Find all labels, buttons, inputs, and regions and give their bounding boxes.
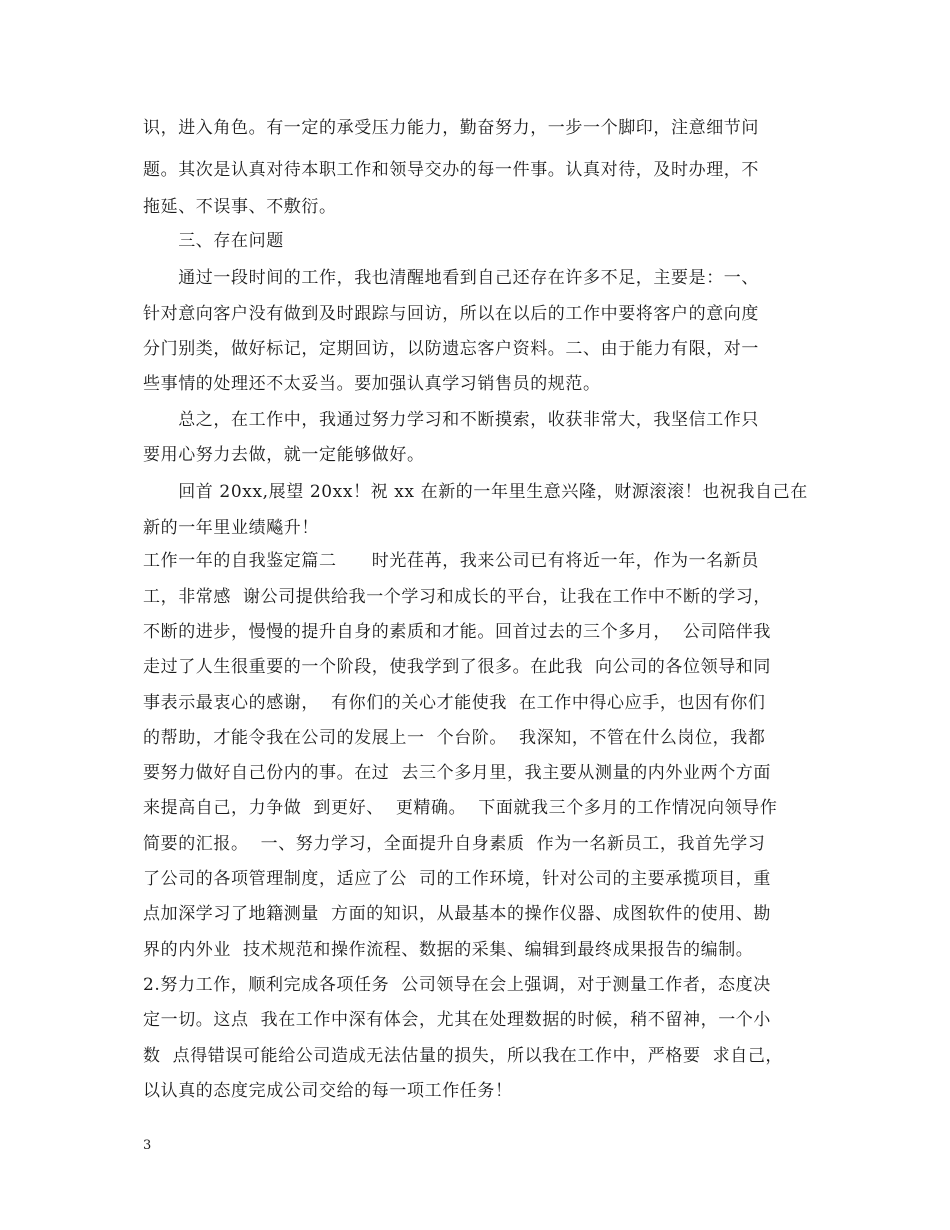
text-line: 点加深学习了地籍测量 方面的知识，从最基本的操作仪器、成图软件的使用、勘 (143, 904, 772, 924)
text-line: 分门别类，做好标记，定期回访，以防遗忘客户资料。二、由于能力有限，对一 (143, 339, 759, 359)
text-line: 简要的汇报。 一、努力学习，全面提升自身素质 作为一名新员工，我首先学习 (143, 834, 766, 854)
text-line: 数 点得错误可能给公司造成无法估量的损失，所以我在工作中，严格要 求自己， (143, 1046, 784, 1066)
text-line: 定一切。这点 我在工作中深有体会，尤其在处理数据的时候，稍不留神，一个小 (143, 1010, 772, 1030)
text-line: 总之，在工作中，我通过努力学习和不断摸索，收获非常大，我坚信工作只 (143, 410, 759, 430)
text-line: 来提高自己，力争做 到更好、 更精确。 下面就我三个多月的工作情况向领导作 (143, 798, 778, 818)
section-heading: 三、存在问题 (143, 231, 284, 251)
text-line: 回首 20xx,展望 20xx！祝 xx 在新的一年里生意兴隆，财源滚滚！也祝我自己在 (143, 482, 808, 502)
text-line: 走过了人生很重要的一个阶段，使我学到了很多。在此我 向公司的各位领导和同 (143, 657, 772, 677)
text-line: 识，进入角色。有一定的承受压力能力，勤奋努力，一步一个脚印，注意细节问 (143, 118, 759, 138)
text-line: 要努力做好自己份内的事。在过 去三个多月里，我主要从测量的内外业两个方面 (143, 763, 772, 783)
text-line: 拖延、不误事、不敷衍。 (143, 197, 337, 217)
text-line: 2.努力工作，顺利完成各项任务 公司领导在会上强调，对于测量工作者，态度决 (143, 975, 771, 995)
text-line: 以认真的态度完成公司交给的每一项工作任务！ (143, 1081, 513, 1101)
text-line: 工，非常感 谢公司提供给我一个学习和成长的平台，让我在工作中不断的学习， (143, 587, 772, 607)
text-line: 界的内外业 技术规范和操作流程、数据的采集、编辑到最终成果报告的编制。 (143, 940, 754, 960)
text-line: 不断的进步，慢慢的提升自身的素质和才能。回首过去的三个多月， 公司陪伴我 (143, 622, 772, 642)
text-line: 新的一年里业绩飚升！ (143, 518, 319, 538)
text-line: 工作一年的自我鉴定篇二 时光荏苒，我来公司已有将近一年，作为一名新员 (143, 551, 759, 571)
text-line: 了公司的各项管理制度，适应了公 司的工作环境，针对公司的主要承揽项目，重 (143, 869, 772, 889)
text-line: 要用心努力去做，就一定能够做好。 (143, 445, 425, 465)
text-line: 的帮助，才能令我在公司的发展上一 个台阶。 我深知，不管在什么岗位，我都 (143, 728, 766, 748)
text-line: 通过一段时间的工作，我也清醒地看到自己还存在许多不足，主要是：一、 (143, 268, 759, 288)
text-line: 些事情的处理还不太妥当。要加强认真学习销售员的规范。 (143, 374, 601, 394)
text-line: 事表示最衷心的感谢， 有你们的关心才能使我 在工作中得心应手，也因有你们 (143, 693, 766, 713)
text-line: 针对意向客户没有做到及时跟踪与回访，所以在以后的工作中要将客户的意向度 (143, 304, 759, 324)
page-number: 3 (143, 1138, 152, 1153)
text-line: 题。其次是认真对待本职工作和领导交办的每一件事。认真对待，及时办理，不 (143, 160, 759, 180)
